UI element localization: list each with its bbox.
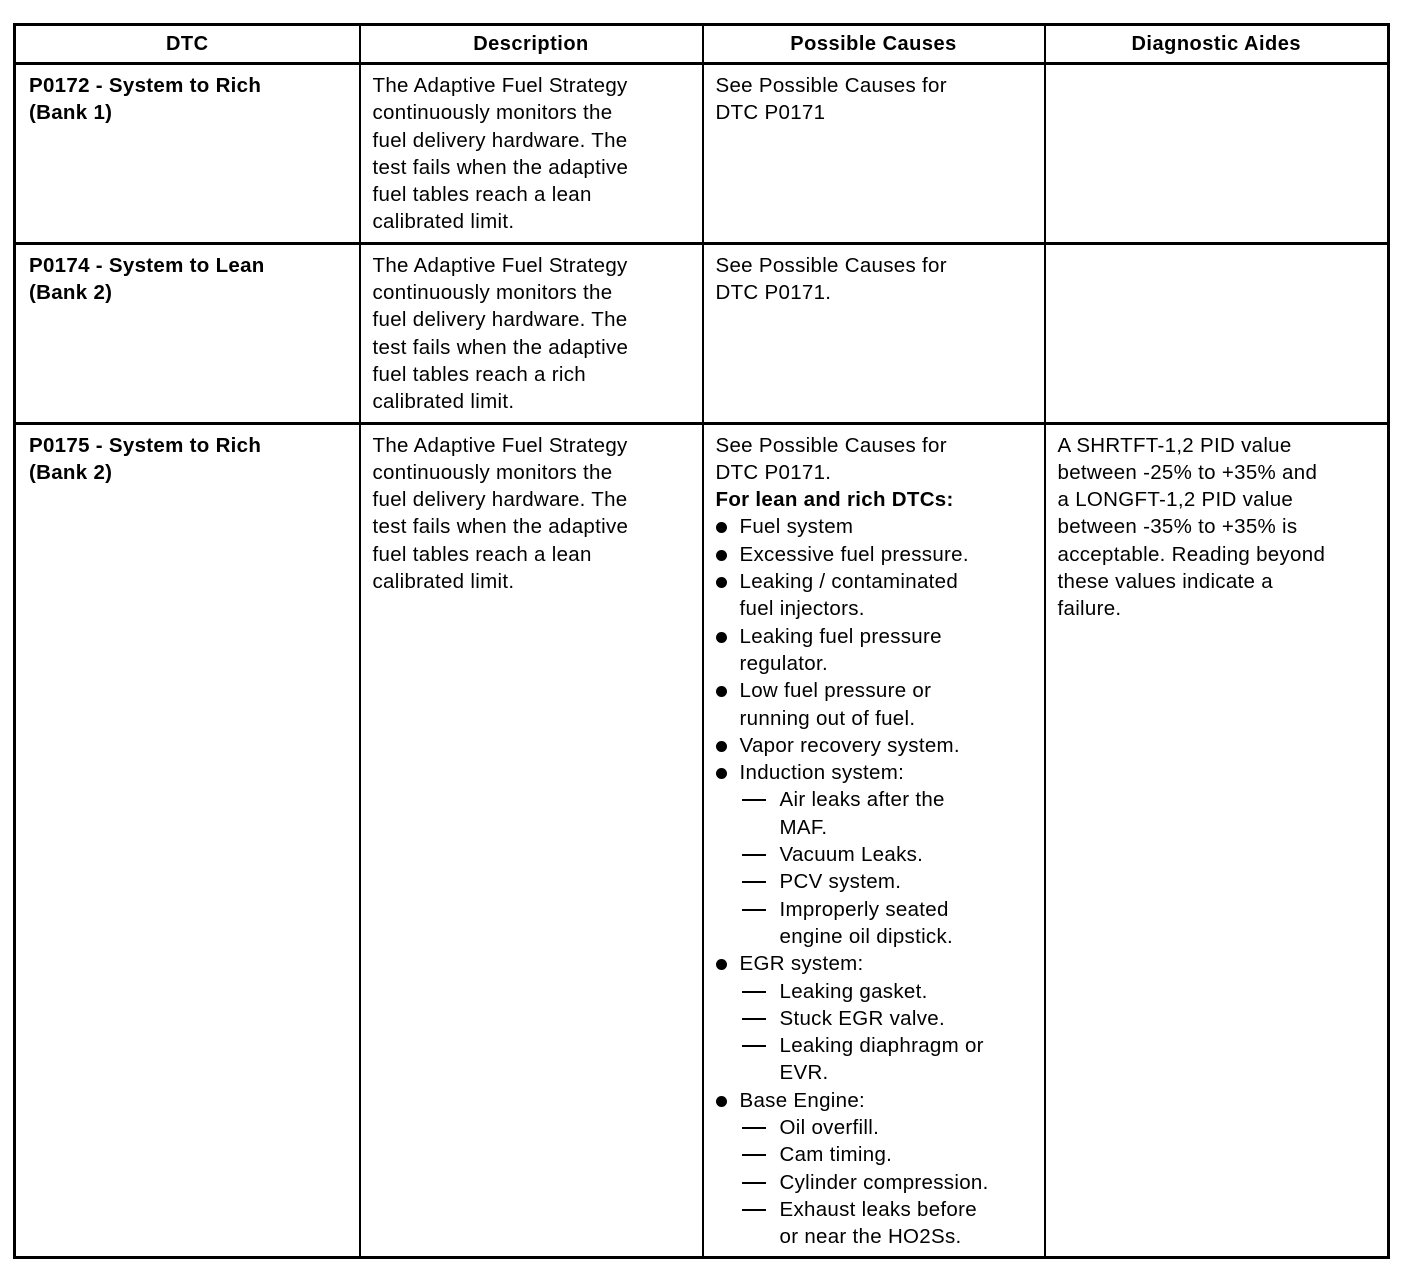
sub-cause-item <box>740 841 1034 868</box>
description-cell <box>360 243 703 423</box>
dash-icon <box>742 909 766 911</box>
bullet-icon <box>716 550 727 561</box>
header-dtc: DTC <box>15 25 360 64</box>
cause-item <box>716 677 1034 732</box>
causes-heading: For lean and rich DTCs: <box>715 488 954 512</box>
sub-cause-text: Improperly seated engine oil dipstick. <box>779 897 954 948</box>
sub-cause-item <box>740 1169 1034 1196</box>
possible-causes-cell <box>703 243 1045 423</box>
cause-item <box>716 950 1034 1086</box>
header-possible-causes: Possible Causes <box>703 25 1045 64</box>
cause-text: Leaking fuel pressure regulator. <box>739 624 942 675</box>
cause-text: Induction system: <box>739 761 905 785</box>
description-text: The Adaptive Fuel Strategy continuously monitors the fuel delivery hardware. The test fails when the adaptive fuel tables reach a rich calibrated limit. <box>372 253 629 414</box>
aides-text: A SHRTFT-1,2 PID value between -25% to +35% and a LONGFT-1,2 PID value between -35% to +35% is acceptable. Reading beyond these values indicate a failure. <box>1057 433 1326 621</box>
possible-causes-cell <box>703 64 1045 244</box>
sub-causes-list <box>740 786 1034 950</box>
description-text: The Adaptive Fuel Strategy continuously monitors the fuel delivery hardware. The test fails when the adaptive fuel tables reach a lean calibrated limit. <box>372 74 629 234</box>
bullet-icon <box>716 959 727 970</box>
possible-causes-cell <box>703 423 1045 1258</box>
sub-causes-list <box>740 978 1034 1087</box>
sub-cause-item <box>740 868 1034 895</box>
sub-cause-text: PCV system. <box>779 870 902 894</box>
header-diagnostic-aides: Diagnostic Aides <box>1045 25 1389 64</box>
dash-icon <box>742 1154 766 1156</box>
header-row <box>15 25 1389 64</box>
sub-cause-text: Oil overfill. <box>779 1115 880 1139</box>
cause-item <box>716 759 1034 950</box>
table-row <box>15 243 1389 423</box>
cause-text: Low fuel pressure or running out of fuel. <box>739 679 932 730</box>
dtc-cell <box>15 64 360 244</box>
sub-cause-text: Leaking gasket. <box>779 979 928 1003</box>
cause-item <box>716 1087 1034 1251</box>
cause-item <box>716 732 1034 759</box>
description-text: The Adaptive Fuel Strategy continuously monitors the fuel delivery hardware. The test fails when the adaptive fuel tables reach a lean calibrated limit. <box>372 433 629 594</box>
sub-cause-text: Air leaks after the MAF. <box>779 788 945 839</box>
description-cell <box>360 64 703 244</box>
bullet-icon <box>716 522 727 533</box>
cause-item <box>716 623 1034 678</box>
diagnostic-aides-cell <box>1045 423 1389 1258</box>
sub-cause-item <box>740 1196 1034 1251</box>
dash-icon <box>742 1209 766 1211</box>
cause-item <box>716 568 1034 623</box>
dtc-table <box>13 23 1390 1259</box>
bullet-icon <box>716 768 727 779</box>
cause-text: Fuel system <box>739 515 854 539</box>
sub-cause-item <box>740 896 1034 951</box>
causes-intro: See Possible Causes for DTC P0171. <box>715 433 947 484</box>
dtc-cell <box>15 423 360 1258</box>
cause-item <box>716 513 1034 540</box>
bullet-icon <box>716 1096 727 1107</box>
sub-cause-item <box>740 786 1034 841</box>
cause-text: Vapor recovery system. <box>739 733 960 757</box>
bullet-icon <box>716 686 727 697</box>
table-row <box>15 423 1389 1258</box>
description-cell <box>360 423 703 1258</box>
cause-item <box>716 541 1034 568</box>
sub-cause-text: Cylinder compression. <box>779 1170 989 1194</box>
dtc-code: P0175 - System to Rich (Bank 2) <box>29 433 262 484</box>
table-row <box>15 64 1389 244</box>
causes-intro: See Possible Causes for DTC P0171. <box>715 253 947 305</box>
dash-icon <box>742 881 766 883</box>
cause-text: Base Engine: <box>739 1088 866 1112</box>
diagnostic-aides-cell <box>1045 64 1389 244</box>
dash-icon <box>742 854 766 856</box>
dash-icon <box>742 1182 766 1184</box>
sub-cause-item <box>740 1141 1034 1168</box>
sub-cause-item <box>740 1114 1034 1141</box>
sub-cause-item <box>740 1032 1034 1087</box>
causes-list <box>716 513 1034 1250</box>
cause-text: EGR system: <box>739 952 864 976</box>
sub-cause-item <box>740 1005 1034 1032</box>
sub-cause-text: Vacuum Leaks. <box>779 843 924 867</box>
sub-cause-item <box>740 978 1034 1005</box>
dtc-code: P0172 - System to Rich (Bank 1) <box>29 74 262 125</box>
dash-icon <box>742 1045 766 1047</box>
causes-intro: See Possible Causes for DTC P0171 <box>715 74 947 125</box>
sub-cause-text: Cam timing. <box>779 1143 893 1167</box>
bullet-icon <box>716 577 727 588</box>
cause-text: Leaking / contaminated fuel injectors. <box>739 570 959 621</box>
dash-icon <box>742 1018 766 1020</box>
dtc-code: P0174 - System to Lean (Bank 2) <box>29 253 265 305</box>
sub-cause-text: Exhaust leaks before or near the HO2Ss. <box>779 1197 977 1249</box>
bullet-icon <box>716 632 727 643</box>
diagnostic-aides-cell <box>1045 243 1389 423</box>
dash-icon <box>742 799 766 801</box>
dash-icon <box>742 991 766 993</box>
sub-cause-text: Leaking diaphragm or EVR. <box>779 1034 984 1085</box>
sub-cause-text: Stuck EGR valve. <box>779 1006 945 1030</box>
header-description: Description <box>360 25 703 64</box>
sub-causes-list <box>740 1114 1034 1250</box>
cause-text: Excessive fuel pressure. <box>739 542 969 566</box>
bullet-icon <box>716 741 727 752</box>
dtc-cell <box>15 243 360 423</box>
dash-icon <box>742 1127 766 1129</box>
